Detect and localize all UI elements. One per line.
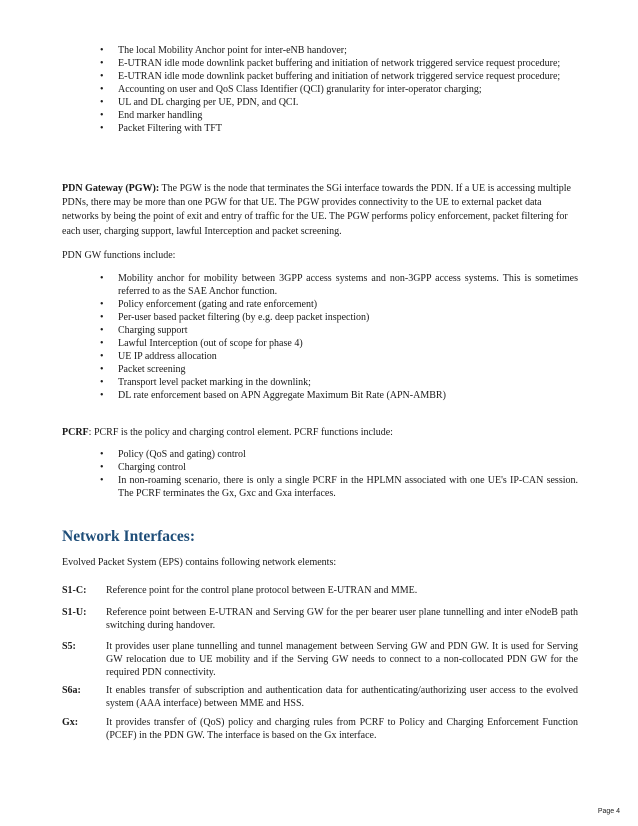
pgw-functions-intro-text: PDN GW functions include: (62, 250, 176, 261)
list-item: • E-UTRAN idle mode downlink packet buffering and initiation of network triggered service request procedure; (62, 57, 578, 70)
interface-row-gx (62, 716, 578, 742)
top-bullet-section (62, 44, 578, 135)
list-item: • Packet screening (62, 363, 578, 376)
pcrf-functions-list (62, 448, 578, 500)
list-item: • Packet Filtering with TFT (62, 122, 578, 135)
interface-row-s5 (62, 640, 578, 679)
list-item: • Charging support (62, 324, 578, 337)
network-interfaces-intro (62, 556, 578, 569)
list-item: • Charging control (62, 461, 578, 474)
interface-row-s1-c (62, 584, 578, 597)
top-bullet-list (62, 44, 578, 135)
pcrf-text: : PCRF is the policy and charging control element. PCRF functions include: (88, 427, 393, 438)
interface-row-s6a (62, 684, 578, 710)
list-item: • In non-roaming scenario, there is only a single PCRF in the HPLMN associated with one UE's IP-CAN session. The PCRF terminates the Gx, Gxc and Gxa interfaces. (62, 474, 578, 500)
interface-term: S1-U: (62, 607, 87, 618)
pgw-section (62, 182, 578, 239)
interface-term: Gx: (62, 717, 79, 728)
interface-desc: It provides transfer of (QoS) policy and charging rules from PCRF to Policy and Charging Enforcement Function (PCEF) in the PDN GW. The interface is based on the Gx interface. (106, 717, 578, 741)
pgw-functions-intro (62, 249, 578, 262)
pgw-functions-list (62, 272, 578, 402)
list-item: • UE IP address allocation (62, 350, 578, 363)
network-interfaces-intro-text: Evolved Packet System (EPS) contains following network elements: (62, 557, 337, 568)
interface-term: S1-C: (62, 585, 87, 596)
list-item: • Policy enforcement (gating and rate enforcement) (62, 298, 578, 311)
pcrf-functions-section (62, 448, 578, 500)
list-item: • E-UTRAN idle mode downlink packet buffering and initiation of network triggered service request procedure; (62, 70, 578, 83)
section-heading: Network Interfaces: (62, 528, 195, 545)
list-item: • Per-user based packet filtering (by e.g. deep packet inspection) (62, 311, 578, 324)
list-item: • Accounting on user and QoS Class Identifier (QCI) granularity for inter-operator charging; (62, 83, 578, 96)
pgw-functions-section (62, 272, 578, 402)
pgw-text: The PGW is the node that terminates the SGi interface towards the PDN. If a UE is accessing multiple PDNs, there may be more than one PGW for that UE. The PGW provides connectivity to the UE to external packet data networks by being the point of exit and entry of traffic for the UE. The PGW performs policy enforcement, packet filtering for each user, charging support, lawful Interception and packet screening. (62, 183, 571, 237)
pcrf-section (62, 426, 578, 439)
page-number: Page 4 (597, 808, 620, 815)
list-item: • Lawful Interception (out of scope for phase 4) (62, 337, 578, 350)
list-item: • End marker handling (62, 109, 578, 122)
interface-desc: It enables transfer of subscription and authentication data for authenticating/authorizing user access to the evolved system (AAA interface) between MME and HSS. (106, 685, 578, 709)
pgw-paragraph (62, 182, 578, 239)
list-item: • Policy (QoS and gating) control (62, 448, 578, 461)
interface-desc: It provides user plane tunnelling and tunnel management between Serving GW and PDN GW. It is used for Serving GW relocation due to UE mobility and if the Serving GW needs to connect to a non-collocated PDN GW for the required PDN connectivity. (106, 641, 578, 678)
interface-term: S5: (62, 641, 76, 652)
list-item: • DL rate enforcement based on APN Aggregate Maximum Bit Rate (APN-AMBR) (62, 389, 578, 402)
interface-row-s1-u (62, 606, 578, 632)
interface-term: S6a: (62, 685, 81, 696)
pcrf-paragraph (62, 426, 578, 439)
list-item: • The local Mobility Anchor point for inter-eNB handover; (62, 44, 578, 57)
list-item: • UL and DL charging per UE, PDN, and QCI. (62, 96, 578, 109)
list-item: • Mobility anchor for mobility between 3GPP access systems and non-3GPP access systems. This is sometimes referred to as the SAE Anchor function. (62, 272, 578, 298)
interface-desc: Reference point between E-UTRAN and Serving GW for the per bearer user plane tunnelling and inter eNodeB path switching during handover. (106, 607, 578, 631)
list-item: • Transport level packet marking in the downlink; (62, 376, 578, 389)
interface-desc: Reference point for the control plane protocol between E-UTRAN and MME. (106, 585, 418, 596)
pcrf-term: PCRF (62, 427, 89, 438)
pgw-term: PDN Gateway (PGW): (62, 183, 160, 194)
